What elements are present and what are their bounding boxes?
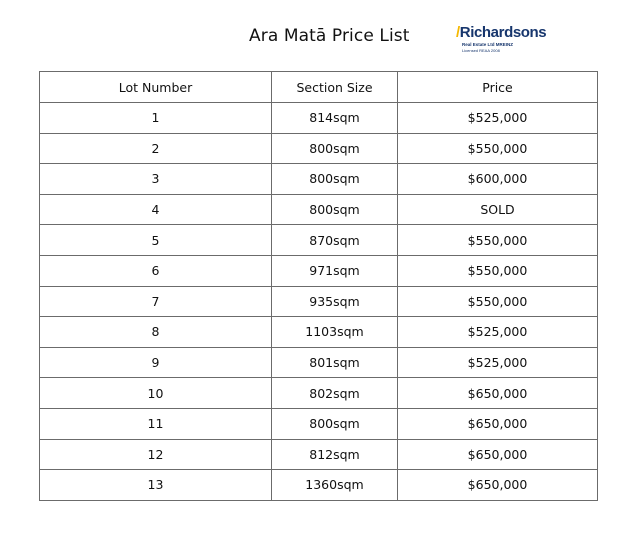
- price-cell: $550,000: [398, 225, 598, 256]
- table-row: [40, 378, 598, 409]
- section-size-cell: 870sqm: [272, 225, 398, 256]
- price-cell: $550,000: [398, 286, 598, 317]
- logo-brand-name: Richardsons: [459, 24, 547, 41]
- section-size-cell: 802sqm: [272, 378, 398, 409]
- price-cell: SOLD: [398, 194, 598, 225]
- table-row: [40, 225, 598, 256]
- lot-number-cell: 1: [40, 103, 272, 134]
- lot-number-cell: 5: [40, 225, 272, 256]
- table-header-row: [40, 72, 598, 103]
- section-size-cell: 801sqm: [272, 347, 398, 378]
- logo-brand: [456, 24, 546, 41]
- section-size-cell: 800sqm: [272, 408, 398, 439]
- price-cell: $600,000: [398, 164, 598, 195]
- lot-number-cell: 11: [40, 408, 272, 439]
- price-cell: $650,000: [398, 408, 598, 439]
- section-size-cell: 971sqm: [272, 255, 398, 286]
- page-title: Ara Matā Price List: [249, 26, 410, 46]
- price-cell: $650,000: [398, 439, 598, 470]
- logo-subtitle: Real Estate Ltd MREINZ: [462, 42, 514, 47]
- table-row: [40, 133, 598, 164]
- price-cell: $550,000: [398, 255, 598, 286]
- section-size-cell: 935sqm: [272, 286, 398, 317]
- table-row: [40, 439, 598, 470]
- logo-slash: /: [456, 24, 460, 41]
- section-size-cell: 814sqm: [272, 103, 398, 134]
- header-price: Price: [398, 72, 598, 103]
- richardsons-logo: [456, 24, 556, 58]
- header-lot-number: Lot Number: [40, 72, 272, 103]
- lot-number-cell: 6: [40, 255, 272, 286]
- lot-number-cell: 8: [40, 317, 272, 348]
- section-size-cell: 1103sqm: [272, 317, 398, 348]
- header-section-size: Section Size: [272, 72, 398, 103]
- table-row: [40, 255, 598, 286]
- table-row: [40, 408, 598, 439]
- lot-number-cell: 13: [40, 470, 272, 501]
- lot-number-cell: 3: [40, 164, 272, 195]
- table-row: [40, 194, 598, 225]
- lot-number-cell: 7: [40, 286, 272, 317]
- table-row: [40, 347, 598, 378]
- table-row: [40, 103, 598, 134]
- section-size-cell: 800sqm: [272, 164, 398, 195]
- section-size-cell: 812sqm: [272, 439, 398, 470]
- logo-licence: Licensed REAA 2008: [462, 48, 500, 53]
- price-cell: $550,000: [398, 133, 598, 164]
- section-size-cell: 800sqm: [272, 194, 398, 225]
- section-size-cell: 1360sqm: [272, 470, 398, 501]
- table-row: [40, 470, 598, 501]
- lot-number-cell: 10: [40, 378, 272, 409]
- lot-number-cell: 9: [40, 347, 272, 378]
- lot-number-cell: 4: [40, 194, 272, 225]
- price-cell: $525,000: [398, 103, 598, 134]
- lot-number-cell: 12: [40, 439, 272, 470]
- price-list-table: [39, 71, 598, 501]
- section-size-cell: 800sqm: [272, 133, 398, 164]
- table-row: [40, 286, 598, 317]
- price-cell: $525,000: [398, 347, 598, 378]
- table-row: [40, 164, 598, 195]
- price-cell: $650,000: [398, 470, 598, 501]
- lot-number-cell: 2: [40, 133, 272, 164]
- price-cell: $650,000: [398, 378, 598, 409]
- table-row: [40, 317, 598, 348]
- price-cell: $525,000: [398, 317, 598, 348]
